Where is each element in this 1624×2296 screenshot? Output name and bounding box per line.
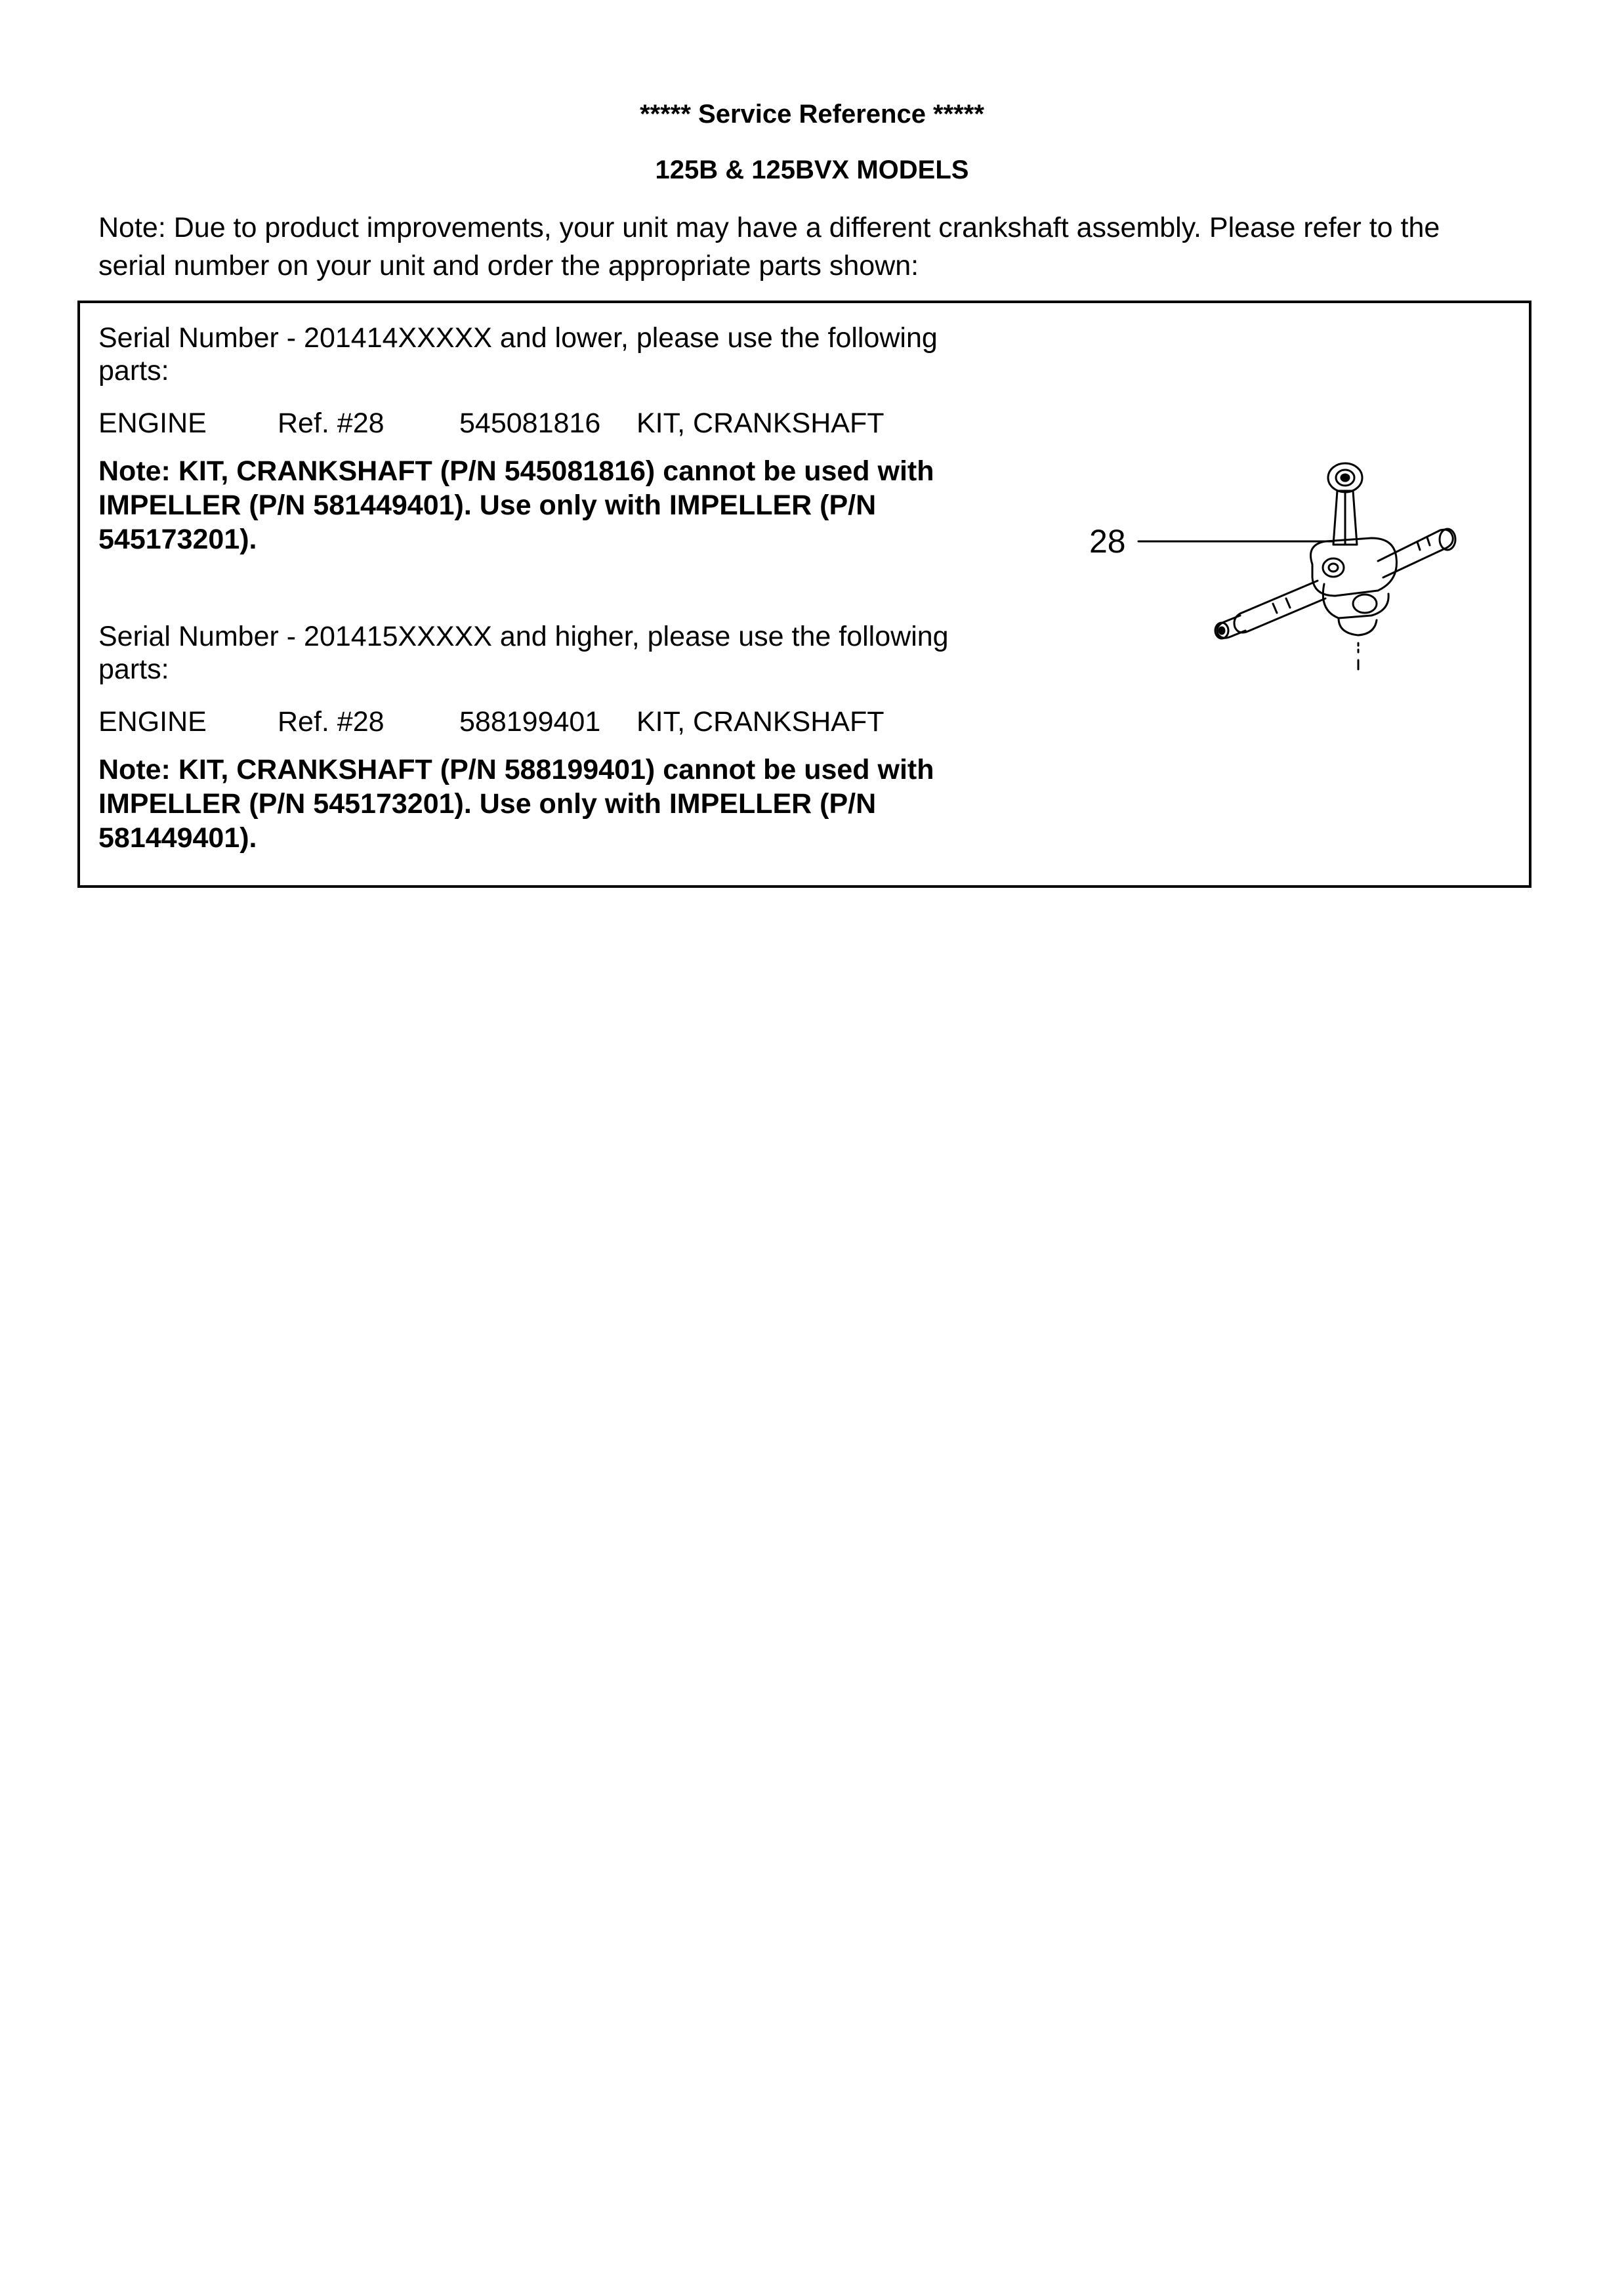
serial-range-text: Serial Number - 201415XXXXX and higher, please use the following parts: [98,621,949,685]
page-title: ***** Service Reference ***** [640,100,984,129]
part-ref: Ref. #28 [278,407,385,439]
compatibility-warning: Note: KIT, CRANKSHAFT (P/N 588199401) cannot be used with IMPELLER (P/N 545173201). Use only with IMPELLER (P/N 581449401). [98,754,934,854]
part-ref: Ref. #28 [278,706,385,738]
crankshaft-figure [1076,446,1483,722]
models-heading: 125B & 125BVX MODELS [655,156,969,184]
part-category: ENGINE [98,706,207,738]
part-number: 545081816 [459,407,601,439]
part-category: ENGINE [98,407,207,439]
part-description: KIT, CRANKSHAFT [636,407,885,439]
serial-range-text: Serial Number - 201414XXXXX and lower, please use the following parts: [98,322,938,386]
crankshaft-icon [1076,446,1483,722]
compatibility-warning: Note: KIT, CRANKSHAFT (P/N 545081816) cannot be used with IMPELLER (P/N 581449401). Use only with IMPELLER (P/N 545173201). [98,455,934,555]
part-row [98,704,1004,740]
part-number: 588199401 [459,706,601,738]
part-row [98,406,1004,441]
intro-note: Note: Due to product improvements, your unit may have a different crankshaft assembly. Please refer to the serial number on your unit and order the appropriate parts shown: [98,212,1440,282]
callout-label: 28 [1089,523,1126,560]
serial-section-lower [98,322,1004,556]
part-description: KIT, CRANKSHAFT [636,706,885,738]
serial-section-higher [98,620,1004,855]
